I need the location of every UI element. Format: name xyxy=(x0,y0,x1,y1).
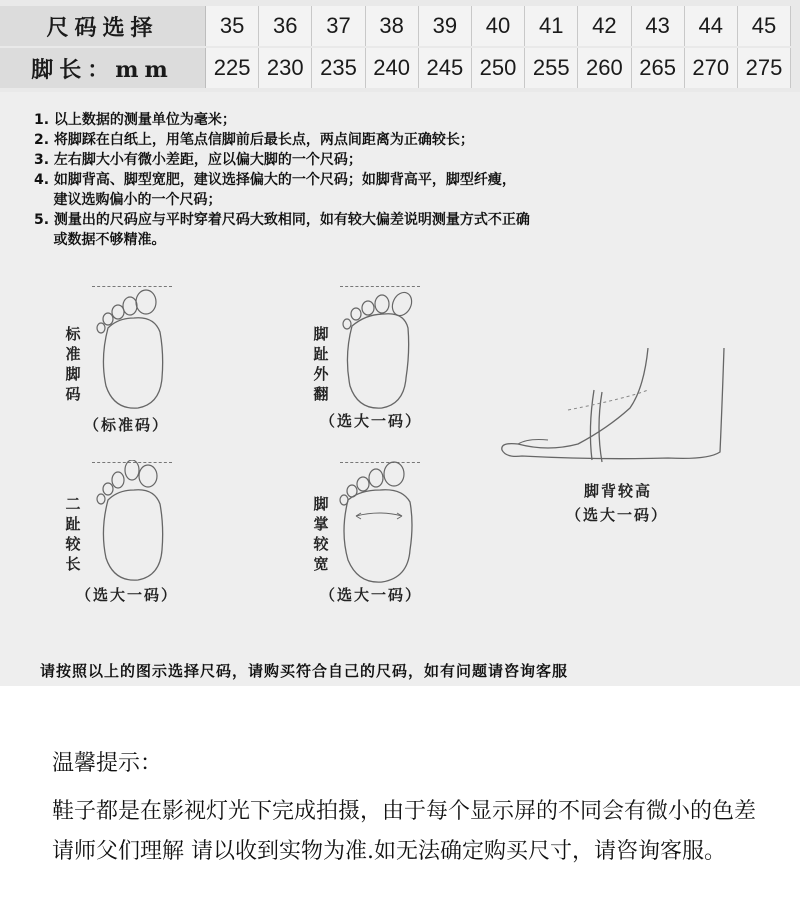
toe-guide-line xyxy=(92,286,172,287)
size-table xyxy=(0,0,800,93)
size-cell: 45 xyxy=(738,6,791,46)
length-cell: 240 xyxy=(366,48,419,88)
foot-outline-wide-sole-icon xyxy=(338,460,422,586)
foot-label-wide-sole: 脚掌较宽 xyxy=(313,495,329,573)
selection-instruction: 请按照以上的图示选择尺码，请购买符合自己的尺码，如有问题请咨询客服 xyxy=(40,662,569,680)
size-cell: 36 xyxy=(259,6,312,46)
size-cell: 42 xyxy=(578,6,631,46)
size-cell: 35 xyxy=(206,6,259,46)
length-row-label: 脚长：mm xyxy=(0,48,206,88)
tips-line: 请师父们理解 请以收到实物为准.如无法确定购买尺寸，请咨询客服。 xyxy=(52,839,726,864)
foot-outline-standard-icon xyxy=(94,288,174,414)
note-line: 或数据不够精准。 xyxy=(34,232,166,248)
size-cell: 39 xyxy=(419,6,472,46)
note-line: 2. 将脚踩在白纸上，用笔点信脚前后最长点，两点间距离为正确较长； xyxy=(34,132,474,148)
length-cell: 275 xyxy=(738,48,791,88)
length-cell: 260 xyxy=(578,48,631,88)
size-row-label: 尺码选择 xyxy=(0,6,206,46)
length-cell: 245 xyxy=(419,48,472,88)
note-line: 1. 以上数据的测量单位为毫米； xyxy=(34,112,236,128)
size-cells xyxy=(206,6,791,46)
foot-label-second-toe: 二趾较长 xyxy=(65,495,81,573)
length-cells xyxy=(206,48,791,88)
foot-label-standard: 标准脚码 xyxy=(65,325,81,403)
tips-title: 温馨提示： xyxy=(52,751,163,776)
length-cell: 265 xyxy=(632,48,685,88)
foot-caption-wide-sole: （选大一码） xyxy=(320,586,423,604)
warm-tips xyxy=(0,686,800,897)
foot-label-high-instep: 脚背较高 xyxy=(584,482,653,500)
size-cell: 43 xyxy=(632,6,685,46)
note-line: 3. 左右脚大小有微小差距，应以偏大脚的一个尺码； xyxy=(34,152,362,168)
length-cell: 235 xyxy=(312,48,365,88)
size-cell: 44 xyxy=(685,6,738,46)
foot-side-high-instep-icon xyxy=(498,348,748,468)
length-cell: 255 xyxy=(525,48,578,88)
length-cell: 270 xyxy=(685,48,738,88)
size-cell: 40 xyxy=(472,6,525,46)
size-cell: 41 xyxy=(525,6,578,46)
foot-caption-standard: （标准码） xyxy=(84,416,170,434)
length-cell: 250 xyxy=(472,48,525,88)
length-cell: 225 xyxy=(206,48,259,88)
note-line: 5. 测量出的尺码应与平时穿着尺码大致相同，如有较大偏差说明测量方式不正确 xyxy=(34,212,530,228)
size-row xyxy=(0,4,800,48)
tips-line: 鞋子都是在影视灯光下完成拍摄，由于每个显示屏的不同会有微小的色差 xyxy=(52,799,757,824)
foot-outline-toe-out-icon xyxy=(338,282,422,414)
size-cell: 37 xyxy=(312,6,365,46)
foot-label-toe-out: 脚趾外翻 xyxy=(313,325,329,403)
measurement-instructions xyxy=(0,92,800,686)
foot-caption-toe-out: （选大一码） xyxy=(320,412,423,430)
foot-outline-second-toe-icon xyxy=(94,460,174,586)
notes-list xyxy=(34,110,794,250)
foot-caption-second-toe: （选大一码） xyxy=(76,586,179,604)
size-cell: 38 xyxy=(366,6,419,46)
length-cell: 230 xyxy=(259,48,312,88)
foot-caption-high-instep: （选大一码） xyxy=(566,506,669,524)
length-row xyxy=(0,46,800,90)
note-line: 建议选购偏小的一个尺码； xyxy=(34,192,222,208)
note-line: 4. 如脚背高、脚型宽肥，建议选择偏大的一个尺码；如脚背高平，脚型纤瘦， xyxy=(34,172,516,188)
